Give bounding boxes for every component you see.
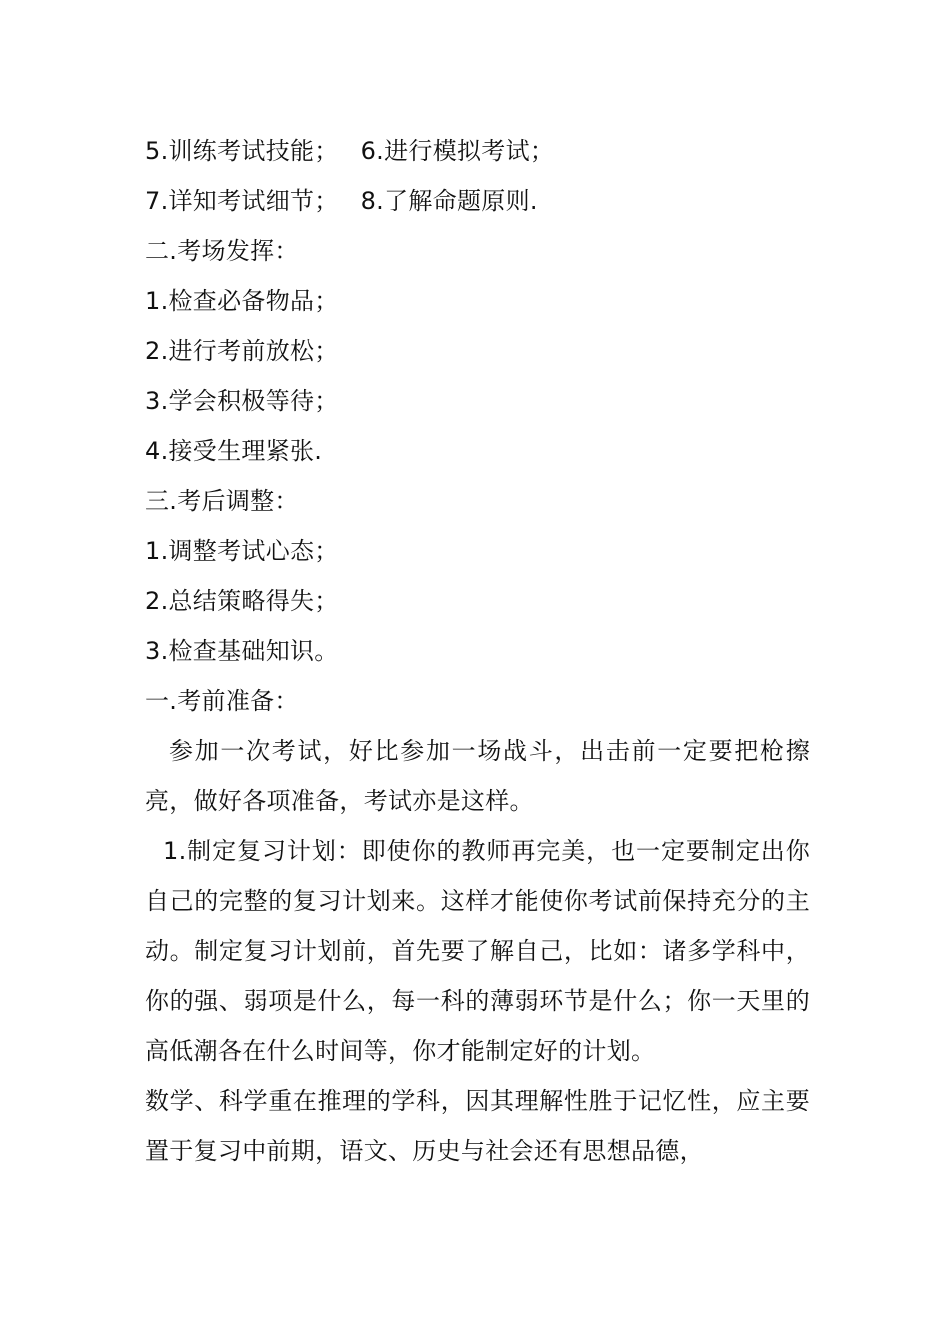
list-item: 3.学会积极等待； bbox=[145, 387, 339, 415]
paragraph: 数学、科学重在推理的学科，因其理解性胜于记忆性，应主要置于复习中前期，语文、历史与社会还有思想品德， bbox=[145, 1087, 810, 1165]
list-item: 5.训练考试技能； bbox=[145, 137, 339, 165]
list-item: 8.了解命题原则. bbox=[360, 187, 538, 215]
intro-paragraph: 参加一次考试，好比参加一场战斗，出击前一定要把枪擦亮，做好各项准备，考试亦是这样。 bbox=[145, 737, 810, 815]
list-item-pair bbox=[145, 176, 810, 226]
list-item: 1.调整考试心态； bbox=[145, 537, 339, 565]
section-heading: 一.考前准备： bbox=[145, 687, 299, 715]
list-item: 2.进行考前放松； bbox=[145, 337, 339, 365]
list-item: 6.进行模拟考试； bbox=[360, 137, 555, 165]
document-body bbox=[145, 126, 810, 1176]
list-item: 1.检查必备物品； bbox=[145, 287, 339, 315]
section-heading: 三.考后调整： bbox=[145, 487, 299, 515]
list-item: 2.总结策略得失； bbox=[145, 587, 339, 615]
list-item: 7.详知考试细节； bbox=[145, 187, 339, 215]
list-item: 3.检查基础知识。 bbox=[145, 637, 339, 665]
list-item: 4.接受生理紧张. bbox=[145, 437, 323, 465]
paragraph: 1.制定复习计划：即使你的教师再完美，也一定要制定出你自己的完整的复习计划来。这样才能使你考试前保持充分的主动。制定复习计划前，首先要了解自己，比如：诸多学科中，你的强、弱项是什么，每一科的薄弱环节是什么；你一天里的高低潮各在什么时间等，你才能制定好的计划。 bbox=[145, 837, 810, 1065]
section-heading: 二.考场发挥： bbox=[145, 237, 299, 265]
list-item-pair bbox=[145, 126, 810, 176]
